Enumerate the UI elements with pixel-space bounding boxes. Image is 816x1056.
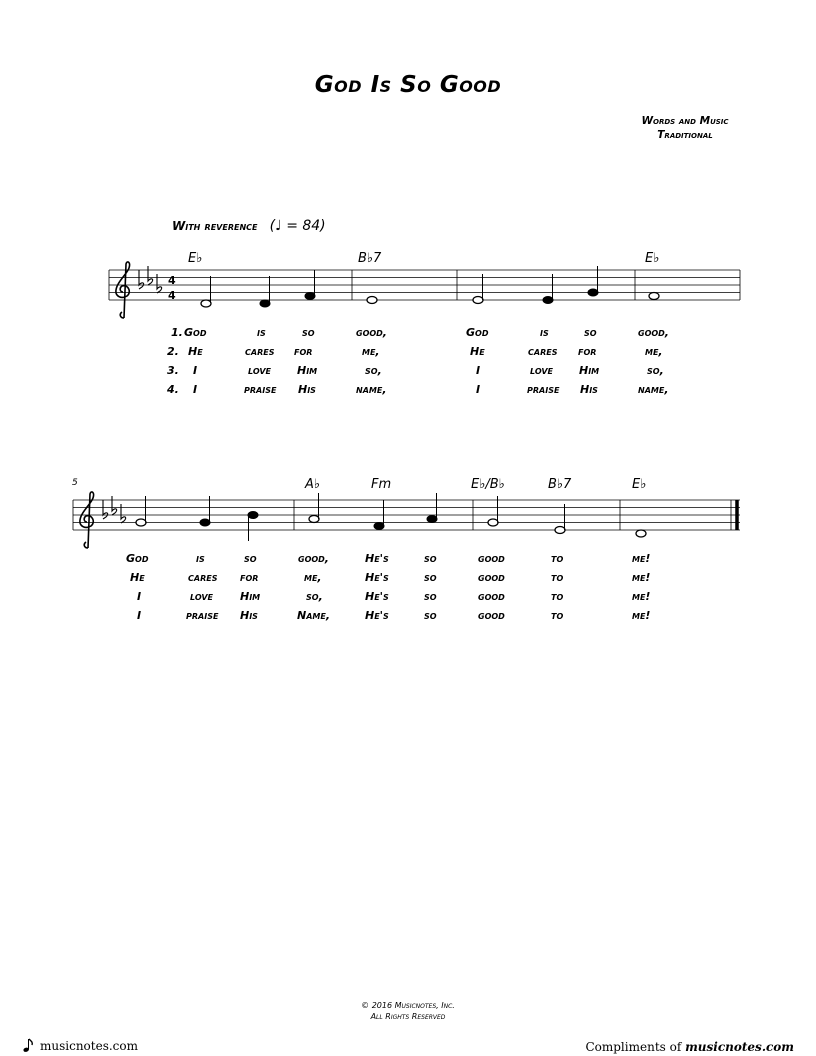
lyric-syllable: so (424, 609, 437, 622)
lyric-syllable: good, (638, 326, 669, 339)
chord-symbol: B♭7 (358, 251, 382, 266)
lyric-syllable: I (193, 364, 198, 377)
svg-text:4: 4 (168, 289, 176, 302)
verse-number: 3. (167, 364, 179, 377)
lyric-syllable: me! (632, 571, 651, 584)
lyric-syllable: so (424, 552, 437, 565)
lyric-syllable: Him (297, 364, 318, 377)
lyric-syllable: cares (188, 571, 218, 584)
lyric-syllable: good, (356, 326, 387, 339)
lyric-syllable: good (478, 552, 505, 565)
lyric-syllable: is (196, 552, 205, 565)
lyric-syllable: He (130, 571, 145, 584)
whole-note (636, 530, 646, 537)
staff-system-2 (73, 500, 740, 530)
lyric-syllable: is (257, 326, 266, 339)
lyric-syllable: Name, (297, 609, 331, 622)
lyric-syllable: I (476, 383, 481, 396)
copyright-notice (0, 1000, 816, 1022)
lyric-syllable: me, (645, 345, 663, 358)
lyric-syllable: for (294, 345, 313, 358)
whole-note (649, 293, 659, 300)
lyric-syllable: me, (362, 345, 380, 358)
half-note (309, 516, 319, 523)
half-note (488, 519, 498, 526)
lyric-syllable: name, (356, 383, 387, 396)
lyric-syllable: He's (365, 590, 389, 603)
footer-right-brand[interactable]: musicnotes.com (685, 1040, 794, 1054)
lyric-syllable: praise (244, 383, 277, 396)
lyric-syllable: cares (245, 345, 275, 358)
lyric-syllable: God (466, 326, 489, 339)
notes-measure-5 (136, 496, 258, 541)
lyric-syllable: His (580, 383, 598, 396)
lyric-syllable: God (184, 326, 207, 339)
half-note (136, 519, 146, 526)
lyric-syllable: for (240, 571, 259, 584)
lyric-syllable: His (240, 609, 258, 622)
lyric-syllable: me, (304, 571, 322, 584)
lyric-syllable: He's (365, 552, 389, 565)
lyric-syllable: good, (298, 552, 329, 565)
quarter-note (588, 289, 598, 296)
chord-symbol: E♭ (645, 251, 660, 266)
lyric-syllable: so (302, 326, 315, 339)
lyric-syllable: Him (240, 590, 261, 603)
lyric-syllable: so (424, 571, 437, 584)
lyric-syllable: I (193, 383, 198, 396)
notes-measure-1 (201, 270, 315, 307)
copyright-line-1: © 2016 Musicnotes, Inc. (361, 1001, 455, 1010)
chord-symbol: E♭ (632, 477, 647, 492)
verse-number: 4. (167, 383, 179, 396)
lyric-syllable: He's (365, 571, 389, 584)
copyright-line-2: All Rights Reserved (370, 1012, 446, 1021)
credits-line-2: Traditional (657, 129, 713, 141)
quarter-note (248, 512, 258, 519)
lyric-syllable: love (190, 590, 213, 603)
chord-symbol: B♭7 (548, 477, 572, 492)
lyric-syllable: Him (579, 364, 600, 377)
musicnotes-logo-icon (22, 1038, 34, 1054)
lyric-syllable: to (551, 571, 564, 584)
half-note (555, 527, 565, 534)
lyric-syllable: I (137, 590, 142, 603)
footer-site-link[interactable] (22, 1038, 138, 1054)
lyric-syllable: love (530, 364, 553, 377)
staff-system-1 (109, 270, 740, 300)
lyric-syllable: name, (638, 383, 669, 396)
lyric-syllable: is (540, 326, 549, 339)
lyric-syllable: praise (186, 609, 219, 622)
song-title: God Is So Good (314, 72, 502, 98)
time-signature (168, 274, 176, 302)
chord-symbol: A♭ (305, 477, 321, 492)
lyric-syllable: good (478, 590, 505, 603)
chord-symbol: Fm (371, 477, 392, 492)
lyric-syllable: good (478, 609, 505, 622)
tempo-text: With reverence (172, 219, 258, 233)
lyric-syllable: so (424, 590, 437, 603)
quarter-note (543, 297, 553, 304)
footer-left-text: musicnotes.com (40, 1039, 138, 1053)
lyric-syllable: me! (632, 552, 651, 565)
lyric-syllable: to (551, 552, 564, 565)
lyric-syllable: so (584, 326, 597, 339)
svg-text:4: 4 (168, 274, 176, 287)
lyric-syllable: so (244, 552, 257, 565)
footer-compliments (585, 1040, 794, 1054)
notes-measure-4 (649, 293, 659, 300)
quarter-note (427, 516, 437, 523)
measure-number: 5 (72, 478, 78, 488)
lyric-syllable: He (470, 345, 485, 358)
notes-measure-8 (636, 530, 646, 537)
quarter-note (200, 519, 210, 526)
lyric-syllable: love (248, 364, 271, 377)
lyric-syllable: I (137, 609, 142, 622)
chord-symbol: E♭/B♭ (471, 477, 505, 492)
lyric-syllable: praise (527, 383, 560, 396)
lyric-syllable: so, (306, 590, 323, 603)
quarter-note (374, 523, 384, 530)
quarter-note (305, 293, 315, 300)
credits-line-1: Words and Music (641, 115, 729, 127)
lyric-syllable: God (126, 552, 149, 565)
quarter-note (260, 300, 270, 307)
verse-number: 2. (167, 345, 179, 358)
lyric-syllable: good (478, 571, 505, 584)
verse-number: 1. (171, 326, 183, 339)
lyric-syllable: me! (632, 609, 651, 622)
lyric-syllable: me! (632, 590, 651, 603)
notes-measure-6 (309, 493, 437, 530)
lyric-syllable: for (578, 345, 597, 358)
lyric-syllable: so, (647, 364, 664, 377)
half-note (201, 300, 211, 307)
footer-right-prefix: Compliments of (585, 1040, 682, 1054)
chord-symbol: E♭ (188, 251, 203, 266)
lyric-syllable: He's (365, 609, 389, 622)
lyric-syllable: to (551, 609, 564, 622)
lyric-syllable: He (188, 345, 203, 358)
metronome-marking: (♩ = 84) (269, 218, 326, 234)
lyric-syllable: His (298, 383, 316, 396)
lyric-syllable: so, (365, 364, 382, 377)
notes-measure-2 (367, 297, 377, 304)
lyric-syllable: cares (528, 345, 558, 358)
lyric-syllable: I (476, 364, 481, 377)
half-note (473, 297, 483, 304)
lyric-syllable: to (551, 590, 564, 603)
whole-note (367, 297, 377, 304)
